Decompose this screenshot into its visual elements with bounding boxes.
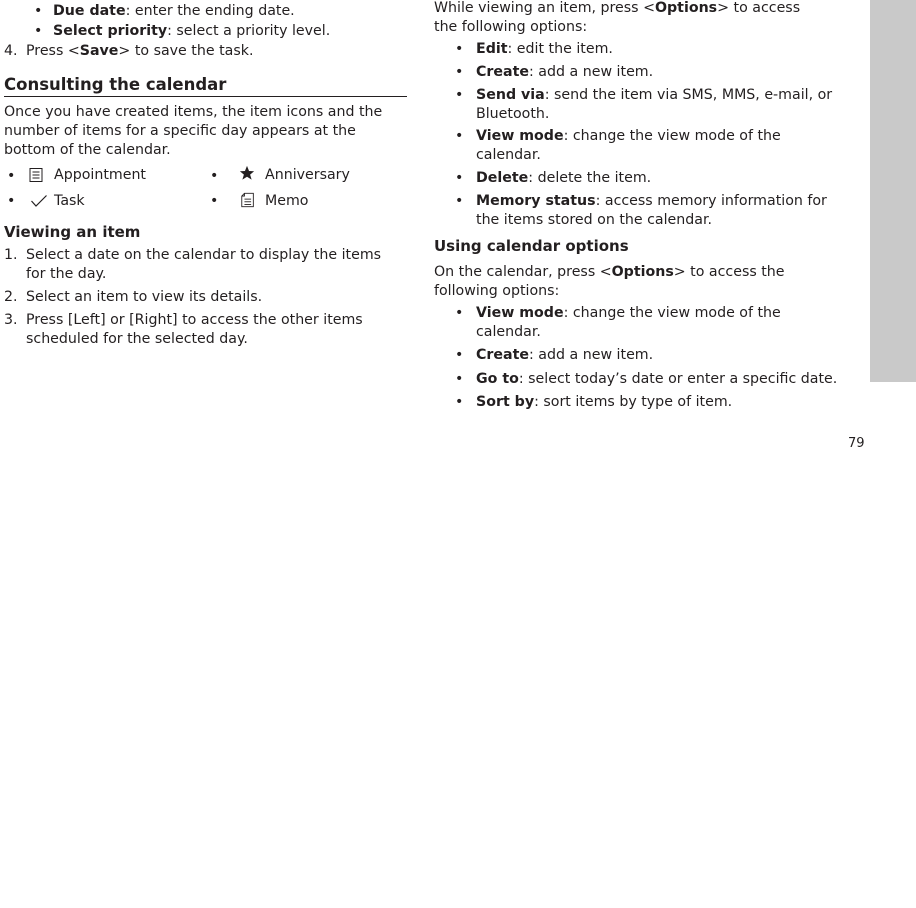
step-number: 3. xyxy=(4,312,18,328)
options-intro: While viewing an item, press <Options> to access the following options: xyxy=(434,0,801,35)
left-column xyxy=(0,0,420,454)
memo-icon xyxy=(239,192,257,208)
step-2-text: Select an item to view its details. xyxy=(26,289,263,305)
option-send-via: Send via: send the item via SMS, MMS, e-mail, or Bluetooth. xyxy=(476,87,833,122)
step-number: 1. xyxy=(4,247,18,263)
section-heading-using-options: Using calendar options xyxy=(434,237,629,255)
bullet: • xyxy=(34,3,43,19)
bullet: • xyxy=(455,87,464,103)
chapter-tab-label xyxy=(870,0,916,382)
bullet: • xyxy=(455,305,464,321)
legend-label-memo: Memo xyxy=(265,193,309,209)
step-number: 4. xyxy=(4,43,18,59)
legend-label-anniversary: Anniversary xyxy=(265,167,350,183)
anniversary-icon xyxy=(238,165,256,181)
bullet: • xyxy=(455,64,464,80)
step-number: 2. xyxy=(4,289,18,305)
bullet: • xyxy=(455,41,464,57)
bullet: • xyxy=(34,23,43,39)
section-heading-viewing: Viewing an item xyxy=(4,223,141,241)
page-number: 79 xyxy=(848,436,865,451)
task-icon xyxy=(30,193,48,209)
bullet: • xyxy=(455,394,464,410)
bullet: • xyxy=(455,371,464,387)
bullet: • xyxy=(455,347,464,363)
field-due-date: Due date: enter the ending date. xyxy=(53,3,295,19)
option-sort-by: Sort by: sort items by type of item. xyxy=(476,394,733,410)
step-1-text: Select a date on the calendar to display the items for the day. xyxy=(26,247,382,282)
bullet: • xyxy=(210,193,219,209)
step-4-text: Press <Save> to save the task. xyxy=(26,43,254,59)
option-view-mode: View mode: change the view mode of the calendar. xyxy=(476,128,781,163)
step-3-text: Press [Left] or [Right] to access the other items scheduled for the selected day. xyxy=(26,312,363,347)
option-create: Create: add a new item. xyxy=(476,64,654,80)
section-heading-consulting: Consulting the calendar xyxy=(4,75,227,94)
field-select-priority: Select priority: select a priority level. xyxy=(53,23,331,39)
bullet: • xyxy=(455,170,464,186)
option-create-2: Create: add a new item. xyxy=(476,347,654,363)
option-delete: Delete: delete the item. xyxy=(476,170,652,186)
appointment-icon xyxy=(28,167,46,183)
bullet: • xyxy=(455,128,464,144)
option-edit: Edit: edit the item. xyxy=(476,41,613,57)
legend-label-task: Task xyxy=(54,193,85,209)
legend-label-appointment: Appointment xyxy=(54,167,146,183)
section-1-paragraph: Once you have created items, the item icons and the number of items for a specific day appears at the bottom of the calendar. xyxy=(4,104,383,158)
bullet: • xyxy=(7,193,16,209)
bullet: • xyxy=(210,168,219,184)
bullet: • xyxy=(7,168,16,184)
section-3-intro: On the calendar, press <Options> to access the following options: xyxy=(434,264,785,299)
option-memory-status: Memory status: access memory information for the items stored on the calendar. xyxy=(476,193,827,228)
heading-rule xyxy=(4,96,407,97)
option-view-mode-2: View mode: change the view mode of the calendar. xyxy=(476,305,781,340)
bullet: • xyxy=(455,193,464,209)
option-go-to: Go to: select today’s date or enter a specific date. xyxy=(476,371,838,387)
